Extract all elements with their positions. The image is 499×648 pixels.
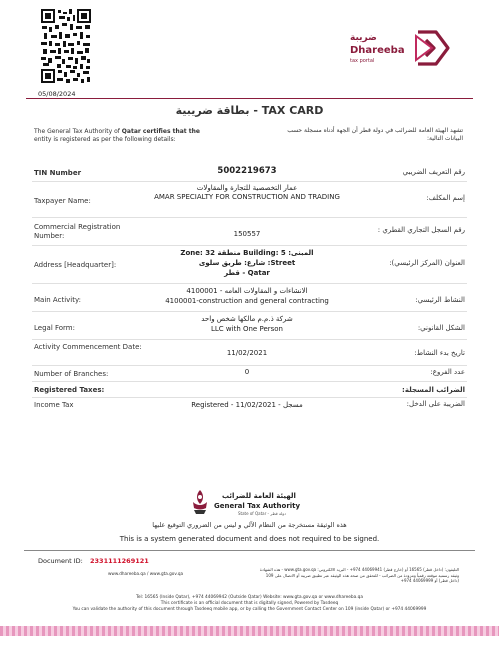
income-tax-label: Income Tax: [34, 401, 74, 409]
contact-line-3: You can validate the authority of this document through Tasdeeq mobile app, or by calling the Government Contact Center on 109 (inside Qatar) or +974 44069999: [72, 607, 427, 612]
legal-form-label: Legal Form:: [34, 324, 75, 332]
address-street: شارع: طريق سلوى :Street: [198, 259, 296, 267]
header-divider: [26, 98, 473, 99]
system-generated-note: This is a system generated document and does not required to be signed.: [119, 535, 380, 543]
contact-info: [0, 595, 499, 613]
system-generated-note-ar: هذه الوثيقة مستخرجة من النظام الآلي و ليس من الضروري التوقيع عليها: [152, 521, 347, 529]
table-row: [32, 182, 467, 218]
document-id-label: Document ID:: [38, 557, 83, 565]
table-row: [32, 246, 467, 284]
gta-state-label: State of Qatar - دولة قطر: [238, 511, 286, 516]
logo-subtitle: tax portal: [350, 58, 375, 64]
legal-form-label-ar: الشكل القانوني:: [417, 324, 465, 332]
tin-label-ar: رقم التعريف الضريبي: [402, 168, 465, 176]
main-activity-label: Main Activity:: [34, 296, 81, 304]
intro-english: The General Tax Authority of Qatar certifies that the entity is registered as per the following details:: [34, 128, 200, 143]
decorative-band: [0, 626, 499, 636]
cr-number-label-ar: رقم السجل التجاري القطري :: [377, 226, 465, 234]
commencement-value: 11/02/2021: [226, 349, 268, 357]
table-row: [32, 398, 467, 414]
income-tax-value: Registered - 11/02/2021 - مسجل: [191, 401, 303, 409]
address-label: Address [Headquarter]:: [34, 261, 117, 269]
main-activity-label-ar: النشاط الرئيسي:: [415, 296, 465, 304]
logo-english-text: Dhareeba: [350, 45, 405, 56]
logo-arabic-text: ضريبة: [350, 33, 377, 43]
table-row: [32, 218, 467, 246]
table-row: [32, 162, 467, 182]
main-activity-ar: الانشاءات و المقاولات العامه - 4100001: [186, 287, 308, 295]
commencement-label: Activity Commencement Date:: [34, 343, 142, 351]
address-country: قطر - Qatar: [224, 269, 270, 277]
tin-label: TIN Number: [34, 169, 82, 177]
issue-date: 05/08/2024: [38, 90, 76, 98]
legal-form-value: LLC with One Person: [211, 325, 283, 333]
table-row: [32, 366, 467, 382]
taxpayer-name-label: Taxpayer Name:: [34, 197, 91, 205]
fine-print-ar: التليفون: (داخل قطر) 16565 أو (خارج قطر) 44069941 974+ - البريد الالكتروني: www.gta.gov.qa - هذه الشهادة وثيقة رسمية موقعة رقمياً ومزودة من الضرائب - للتحقق من صحة هذه الوثيقة عبر تطبيق ضريبة أو الاتصال على 109 (داخل قطر) أو 44069999 974+: [259, 567, 459, 583]
contact-line-1: Tel: 16565 (Inside Qatar), +974 44069942 (Outside Qatar) Website: www.gta.gov.qa or www.dhareeba.qa: [135, 595, 364, 600]
websites-text: www.dhareeba.qa / www.gta.gov.qa: [108, 571, 184, 576]
address-zone: Zone: 32 منطقة Building: 5 :المبنى: [180, 249, 314, 257]
main-activity-value: 4100001-construction and general contracting: [165, 297, 329, 305]
branches-label-ar: عدد الفروع:: [430, 368, 465, 376]
registered-taxes-label: Registered Taxes:: [34, 386, 105, 394]
branches-value: 0: [244, 368, 250, 376]
tin-value: 5002219673: [217, 166, 277, 176]
address-label-ar: العنوان (المركز الرئيسي):: [389, 259, 465, 267]
document-id-value: 2331111269121: [90, 557, 149, 565]
taxpayer-name-value: AMAR SPECIALTY FOR CONSTRUCTION AND TRADING: [154, 193, 340, 201]
contact-line-2: This certificate is an official document that is digitally signed, Powered by Tasdeeq: [160, 601, 339, 606]
taxpayer-name-ar: عمار التخصصية للتجارة والمقاولات: [196, 184, 298, 192]
gta-arabic-name: الهيئة العامة للضرائب: [222, 492, 296, 500]
table-row: [32, 382, 467, 398]
branches-label: Number of Branches:: [34, 370, 109, 378]
legal-form-ar: شركة ذ.م.م مالكها شخص واحد: [201, 315, 293, 323]
gta-english-name: General Tax Authority: [214, 502, 301, 510]
intro-arabic: تشهد الهيئة العامة للضرائب في دولة قطر أن الجهة أدناه مسجلة حسب البيانات التالية:: [287, 127, 463, 142]
footer-divider: [24, 550, 475, 551]
taxpayer-name-label-ar: إسم المكلف:: [426, 194, 465, 202]
cr-number-value: 150557: [233, 230, 261, 238]
registered-taxes-label-ar: الضرائب المسجلة:: [402, 386, 465, 394]
table-row: [32, 312, 467, 340]
qr-code-icon: [40, 8, 92, 84]
income-tax-label-ar: الضريبة على الدخل:: [406, 400, 465, 408]
table-row: [32, 284, 467, 312]
document-title: بطاقة ضريبية - TAX CARD: [175, 104, 324, 117]
cr-number-label: Commercial Registration Number:: [34, 223, 121, 240]
table-row: [32, 340, 467, 366]
commencement-label-ar: تاريخ بدء النشاط:: [414, 349, 465, 357]
